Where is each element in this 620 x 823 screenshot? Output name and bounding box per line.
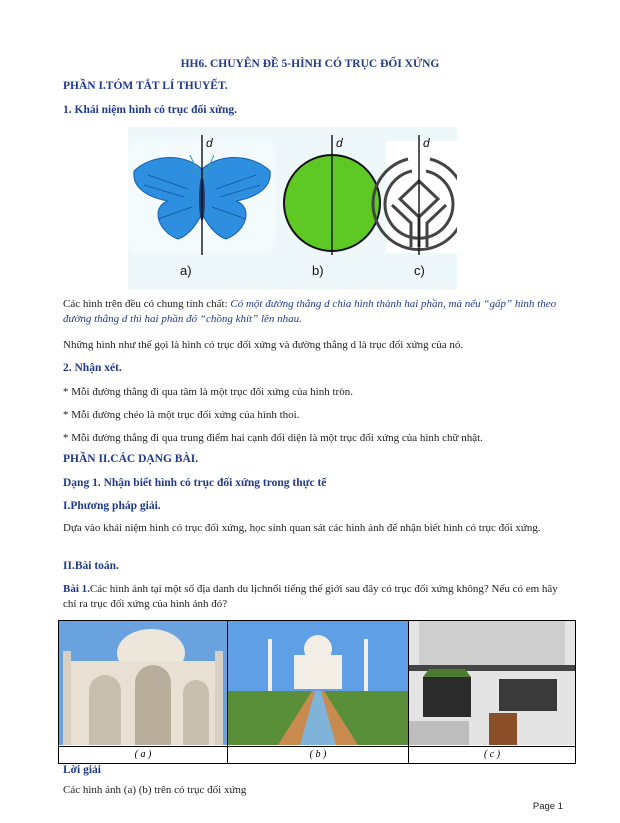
taj-mahal-image bbox=[228, 621, 408, 745]
caption-c: ( c ) bbox=[409, 746, 575, 763]
bai1-label: Bài 1. bbox=[63, 583, 90, 595]
remark-item: * Mỗi đường chéo là một trục đối xứng của hình thoi. bbox=[63, 409, 300, 421]
solution-paragraph: Các hình ảnh (a) (b) trên có trục đối xứng bbox=[63, 784, 247, 796]
caption-b: ( b ) bbox=[228, 746, 408, 763]
page-title: HH6. CHUYÊN ĐỀ 5-HÌNH CÓ TRỤC ĐỐI XỨNG bbox=[180, 58, 440, 70]
bai1-paragraph bbox=[63, 582, 568, 612]
photo-b bbox=[228, 621, 408, 745]
bai1-text: Các hình ảnh tại một số địa danh du lịchnổi tiếng thế giới sau đây có trục đối xứng không? Nếu có em hãy chỉ ra trục đối xứng của hình ảnh đó? bbox=[63, 583, 558, 610]
section2-heading: 2. Nhận xét. bbox=[63, 362, 122, 374]
method-paragraph: Dựa vào khái niệm hình có trục đối xứng, học sinh quan sát các hình ảnh để nhận biết hình có trục đối xứng. bbox=[63, 522, 541, 534]
remark-item: * Mỗi đường thẳng đi qua trung điểm hai cạnh đối diện là một trục đối xứng của hình chữ nhật. bbox=[63, 432, 483, 444]
dang1-heading: Dạng 1. Nhận biết hình có trục đối xứng trong thực tế bbox=[63, 477, 327, 489]
solution-heading: Lời giải bbox=[63, 764, 101, 776]
caption-a: ( a ) bbox=[59, 746, 227, 763]
axis-label-a: d bbox=[206, 136, 213, 150]
photo-c bbox=[409, 621, 575, 745]
axis-label-c: d bbox=[423, 136, 430, 150]
symmetry-figure-svg bbox=[128, 127, 457, 290]
figure-label-c: c) bbox=[414, 263, 425, 278]
logo-panel bbox=[386, 141, 457, 253]
taj-closeup-image bbox=[59, 621, 227, 745]
page-number: Page 1 bbox=[532, 801, 563, 812]
remark-item: * Mỗi đường thẳng đi qua tâm là một trục đối xứng của hình tròn. bbox=[63, 386, 353, 398]
symmetry-figure bbox=[128, 127, 457, 290]
photo-a bbox=[59, 621, 227, 745]
modern-house-image bbox=[409, 621, 575, 745]
figure-label-a: a) bbox=[180, 263, 192, 278]
figure-label-b: b) bbox=[312, 263, 324, 278]
photo-table bbox=[58, 620, 576, 764]
method-heading: I.Phương pháp giải. bbox=[63, 500, 161, 512]
definition-italic: Có một đường thẳng d chia hình thành hai phần, mà nếu “gấp” hình theo đường thẳng d thì hai phần đó “chồng khít” lên nhau. bbox=[63, 298, 557, 325]
axis-label-b: d bbox=[336, 136, 343, 150]
definition-paragraph bbox=[63, 297, 563, 327]
naming-paragraph: Những hình như thế gọi là hình có trục đối xứng và đường thẳng d là trục đối xứng của nó. bbox=[63, 339, 464, 351]
definition-plain: Các hình trên đều có chung tính chất: bbox=[63, 298, 231, 310]
problems-heading: II.Bài toán. bbox=[63, 560, 119, 572]
part2-heading: PHẦN II.CÁC DẠNG BÀI. bbox=[63, 453, 199, 465]
section1-heading: 1. Khái niệm hình có trục đối xứng. bbox=[63, 104, 237, 116]
part1-heading: PHẦN I.TÓM TẮT LÍ THUYẾT. bbox=[63, 80, 228, 92]
